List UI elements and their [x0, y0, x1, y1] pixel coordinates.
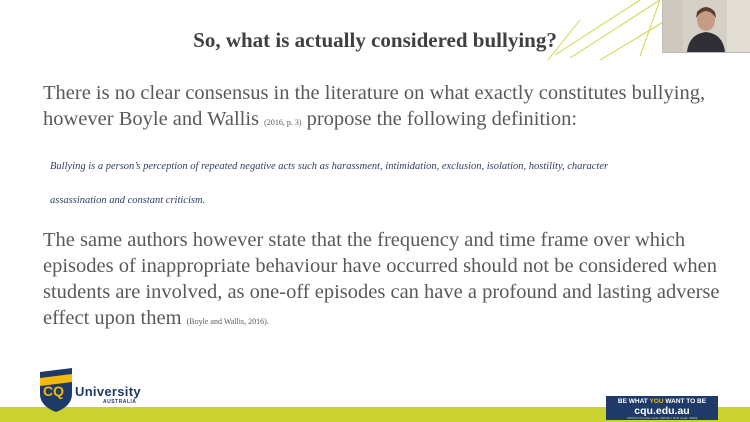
intro-citation: (2016, p. 3)	[264, 118, 302, 127]
website-url: cqu.edu.au	[634, 405, 690, 417]
definition-quote-line-2: assassination and constant criticism.	[50, 195, 206, 206]
logo-country: AUSTRALIA	[103, 399, 137, 405]
tagline-before: BE WHAT	[617, 398, 650, 405]
second-paragraph-text: The same authors however state that the frequency and time frame over which episodes of inappropriate behaviour have occurred should not be considered when students are involved, as one-off episodes can have a profound and lasting adverse effect upon them	[43, 229, 720, 329]
intro-paragraph	[43, 80, 723, 136]
intro-text-end: propose the following definition:	[301, 108, 578, 130]
tagline-small-print: CRICOS Provider Code: 00219C | RTO Code: 40939	[626, 416, 698, 420]
logo-wordmark	[75, 384, 141, 405]
second-paragraph	[43, 227, 723, 335]
tagline-badge	[606, 396, 718, 420]
tagline-highlight: YOU	[649, 398, 664, 405]
slide-title: So, what is actually considered bullying?	[193, 28, 557, 52]
intro-text: There is no clear consensus in the literature on what exactly constitutes bullying, however Boyle and Wallis	[43, 82, 706, 130]
logo-name: University	[75, 384, 141, 399]
tagline-after: WANT TO BE	[663, 398, 707, 405]
second-paragraph-citation: (Boyle and Wallis, 2016).	[186, 317, 269, 326]
definition-quote-line-1: Bullying is a person’s perception of repeated negative acts such as harassment, intimidation, exclusion, isolation, hostility, character	[50, 161, 609, 172]
logo-initials: CQ	[43, 383, 64, 399]
